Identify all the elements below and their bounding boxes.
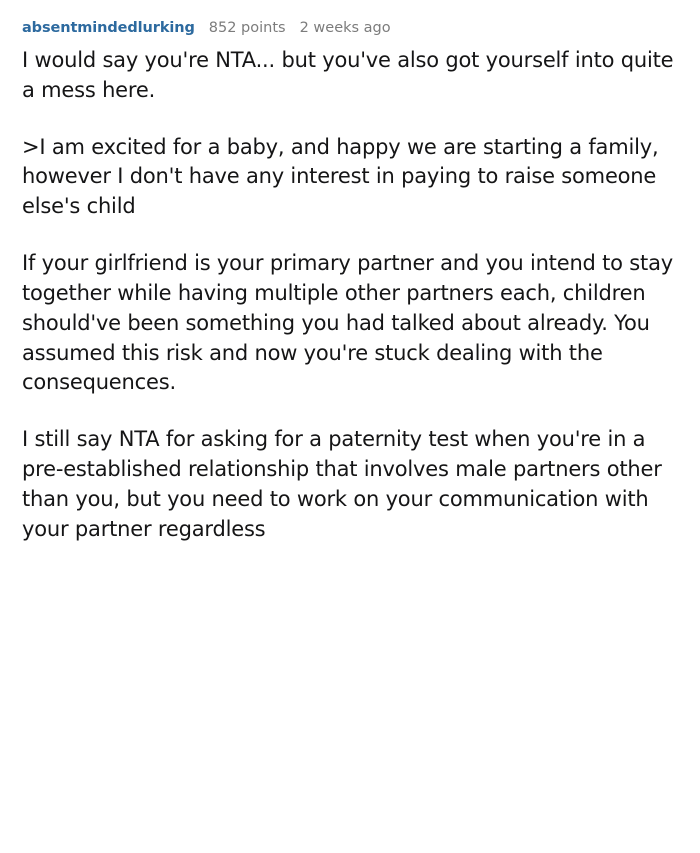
comment-score: 852 points	[208, 20, 286, 36]
comment-timestamp: 2 weeks ago	[299, 20, 391, 36]
comment-author[interactable]: absentmindedlurking	[22, 20, 195, 36]
comment-paragraph-quote: >I am excited for a baby, and happy we are starting a family, however I don't have any interest in paying to raise someone else's child	[22, 134, 659, 219]
comment-paragraph: If your girlfriend is your primary partner and you intend to stay together while having multiple other partners each, children should've been something you had talked about already. You assumed this risk and now you're stuck dealing with the consequences.	[22, 251, 673, 395]
comment-body	[22, 46, 678, 544]
comment-paragraph: I would say you're NTA... but you've also got yourself into quite a mess here.	[22, 48, 674, 102]
comment-paragraph: I still say NTA for asking for a paternity test when you're in a pre-established relationship that involves male partners other than you, but you need to work on your communication with your partner regardless	[22, 427, 662, 541]
comment-meta	[22, 20, 678, 36]
